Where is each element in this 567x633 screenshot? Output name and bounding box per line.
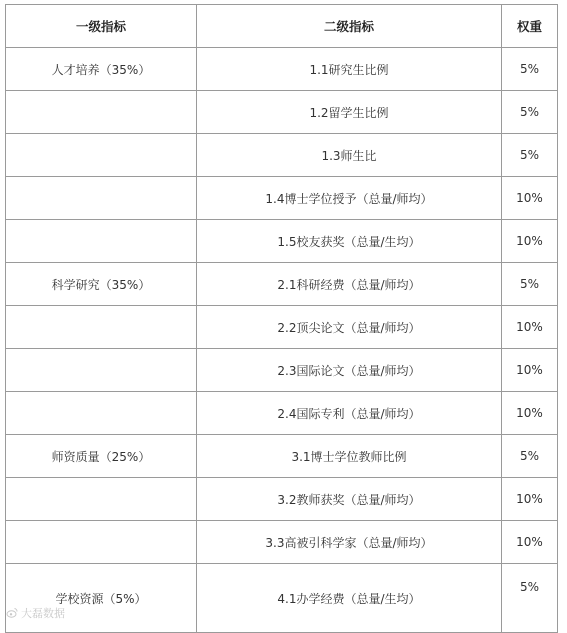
weight-cell: 10% (502, 177, 558, 220)
weight-cell: 5% (502, 134, 558, 177)
header-primary-indicator: 一级指标 (6, 5, 197, 48)
table-row (6, 306, 558, 349)
weight-cell: 10% (502, 220, 558, 263)
weight-cell: 5% (502, 564, 558, 633)
indicator-table (5, 4, 558, 633)
secondary-indicator-cell: 1.5校友获奖（总量/生均） (197, 220, 502, 263)
secondary-indicator-cell: 1.3师生比 (197, 134, 502, 177)
table-body (6, 48, 558, 633)
weight-cell: 5% (502, 91, 558, 134)
weight-cell: 10% (502, 478, 558, 521)
table-row (6, 521, 558, 564)
primary-indicator-cell (6, 478, 197, 521)
header-weight: 权重 (502, 5, 558, 48)
secondary-indicator-cell: 3.1博士学位教师比例 (197, 435, 502, 478)
header-row (6, 5, 558, 48)
primary-indicator-cell: 科学研究（35%） (6, 263, 197, 306)
table-row (6, 48, 558, 91)
table-row (6, 177, 558, 220)
secondary-indicator-cell: 1.1研究生比例 (197, 48, 502, 91)
primary-indicator-cell: 师资质量（25%） (6, 435, 197, 478)
weight-cell: 10% (502, 521, 558, 564)
table-row (6, 134, 558, 177)
table-row (6, 392, 558, 435)
watermark-text: 大磊数据 (21, 607, 65, 620)
table-row (6, 220, 558, 263)
secondary-indicator-cell: 2.1科研经费（总量/师均） (197, 263, 502, 306)
indicator-table-container (5, 4, 557, 633)
weibo-icon (6, 607, 18, 619)
table-row (6, 91, 558, 134)
table-row (6, 435, 558, 478)
weight-cell: 5% (502, 48, 558, 91)
primary-indicator-cell (6, 91, 197, 134)
watermark (6, 605, 65, 621)
weight-cell: 10% (502, 392, 558, 435)
table-row (6, 349, 558, 392)
weight-cell: 5% (502, 263, 558, 306)
weight-cell: 10% (502, 349, 558, 392)
secondary-indicator-cell: 1.4博士学位授予（总量/师均） (197, 177, 502, 220)
primary-indicator-cell (6, 392, 197, 435)
primary-indicator-cell (6, 220, 197, 263)
secondary-indicator-cell: 4.1办学经费（总量/生均） (197, 564, 502, 633)
table-header (6, 5, 558, 48)
weight-cell: 5% (502, 435, 558, 478)
primary-indicator-cell (6, 521, 197, 564)
table-row (6, 478, 558, 521)
primary-indicator-cell (6, 349, 197, 392)
primary-indicator-cell (6, 177, 197, 220)
weight-cell: 10% (502, 306, 558, 349)
primary-indicator-cell (6, 306, 197, 349)
table-row (6, 564, 558, 633)
primary-indicator-cell: 人才培养（35%） (6, 48, 197, 91)
secondary-indicator-cell: 2.2顶尖论文（总量/师均） (197, 306, 502, 349)
header-secondary-indicator: 二级指标 (197, 5, 502, 48)
table-row (6, 263, 558, 306)
primary-indicator-cell: 学校资源（5%） (6, 564, 197, 633)
primary-indicator-cell (6, 134, 197, 177)
secondary-indicator-cell: 3.2教师获奖（总量/师均） (197, 478, 502, 521)
secondary-indicator-cell: 3.3高被引科学家（总量/师均） (197, 521, 502, 564)
secondary-indicator-cell: 2.4国际专利（总量/师均） (197, 392, 502, 435)
secondary-indicator-cell: 2.3国际论文（总量/师均） (197, 349, 502, 392)
secondary-indicator-cell: 1.2留学生比例 (197, 91, 502, 134)
